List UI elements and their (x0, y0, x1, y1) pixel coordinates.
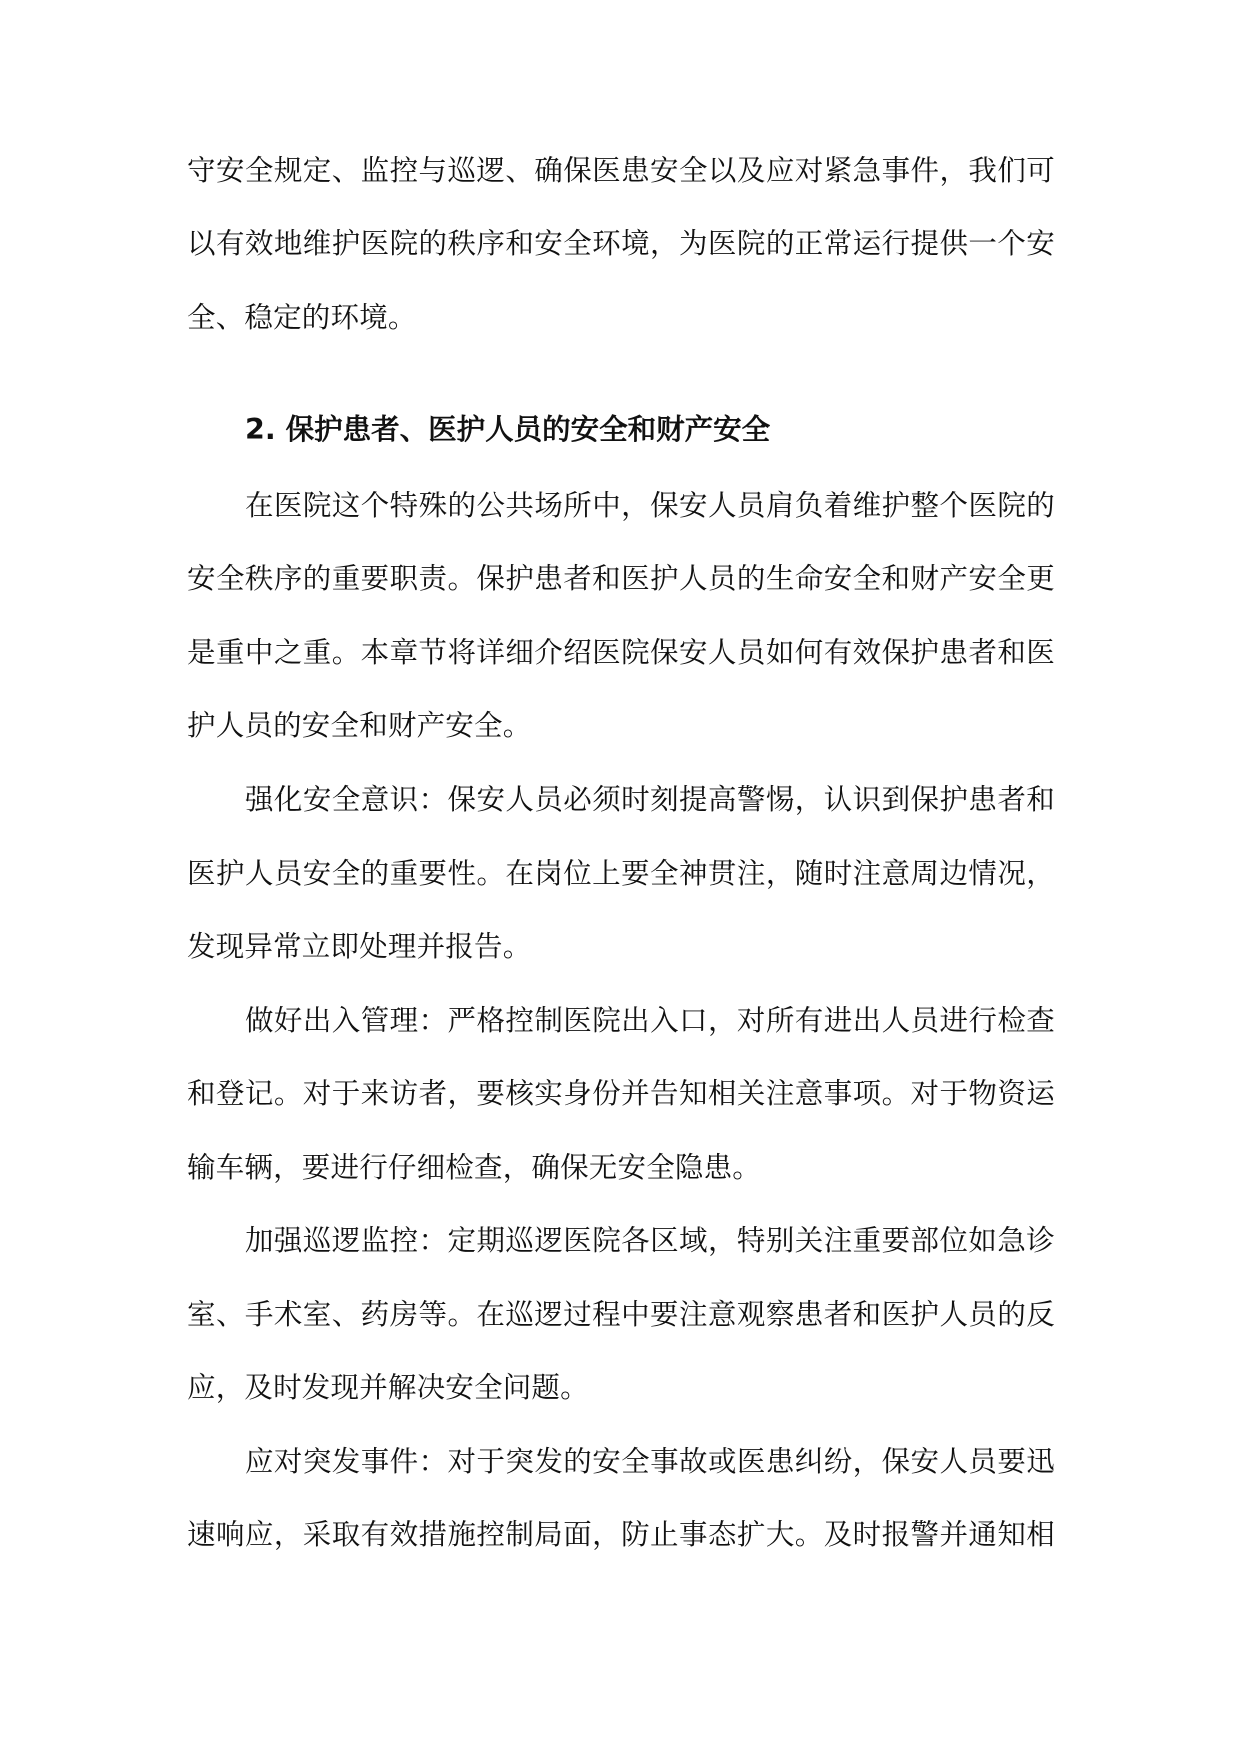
paragraph-line: 应对突发事件：对于突发的安全事故或医患纠纷，保安人员要迅 (245, 1445, 1055, 1478)
paragraph-line: 安全秩序的重要职责。保护患者和医护人员的生命安全和财产安全更 (187, 562, 1055, 595)
paragraph-line: 室、手术室、药房等。在巡逻过程中要注意观察患者和医护人员的反 (187, 1298, 1055, 1331)
paragraph-line: 输车辆，要进行仔细检查，确保无安全隐患。 (187, 1151, 762, 1184)
paragraph-line: 守安全规定、监控与巡逻、确保医患安全以及应对紧急事件，我们可 (187, 154, 1055, 187)
section-heading: 2. 保护患者、医护人员的安全和财产安全 (245, 413, 771, 446)
paragraph-line: 速响应，采取有效措施控制局面，防止事态扩大。及时报警并通知相 (187, 1518, 1055, 1551)
paragraph-line: 以有效地维护医院的秩序和安全环境，为医院的正常运行提供一个安 (187, 227, 1055, 260)
paragraph-line: 护人员的安全和财产安全。 (187, 709, 532, 742)
paragraph-line: 加强巡逻监控：定期巡逻医院各区域，特别关注重要部位如急诊 (245, 1224, 1055, 1257)
paragraph-line: 强化安全意识：保安人员必须时刻提高警惕，认识到保护患者和 (245, 783, 1055, 816)
paragraph-line: 做好出入管理：严格控制医院出入口，对所有进出人员进行检查 (245, 1004, 1055, 1037)
paragraph-line: 全、稳定的环境。 (187, 301, 417, 334)
paragraph-line: 医护人员安全的重要性。在岗位上要全神贯注，随时注意周边情况， (187, 857, 1055, 890)
paragraph-line: 应，及时发现并解决安全问题。 (187, 1371, 589, 1404)
paragraph-line: 和登记。对于来访者，要核实身份并告知相关注意事项。对于物资运 (187, 1077, 1055, 1110)
paragraph-line: 是重中之重。本章节将详细介绍医院保安人员如何有效保护患者和医 (187, 636, 1055, 669)
paragraph-line: 发现异常立即处理并报告。 (187, 930, 532, 963)
paragraph-line: 在医院这个特殊的公共场所中，保安人员肩负着维护整个医院的 (245, 489, 1055, 522)
